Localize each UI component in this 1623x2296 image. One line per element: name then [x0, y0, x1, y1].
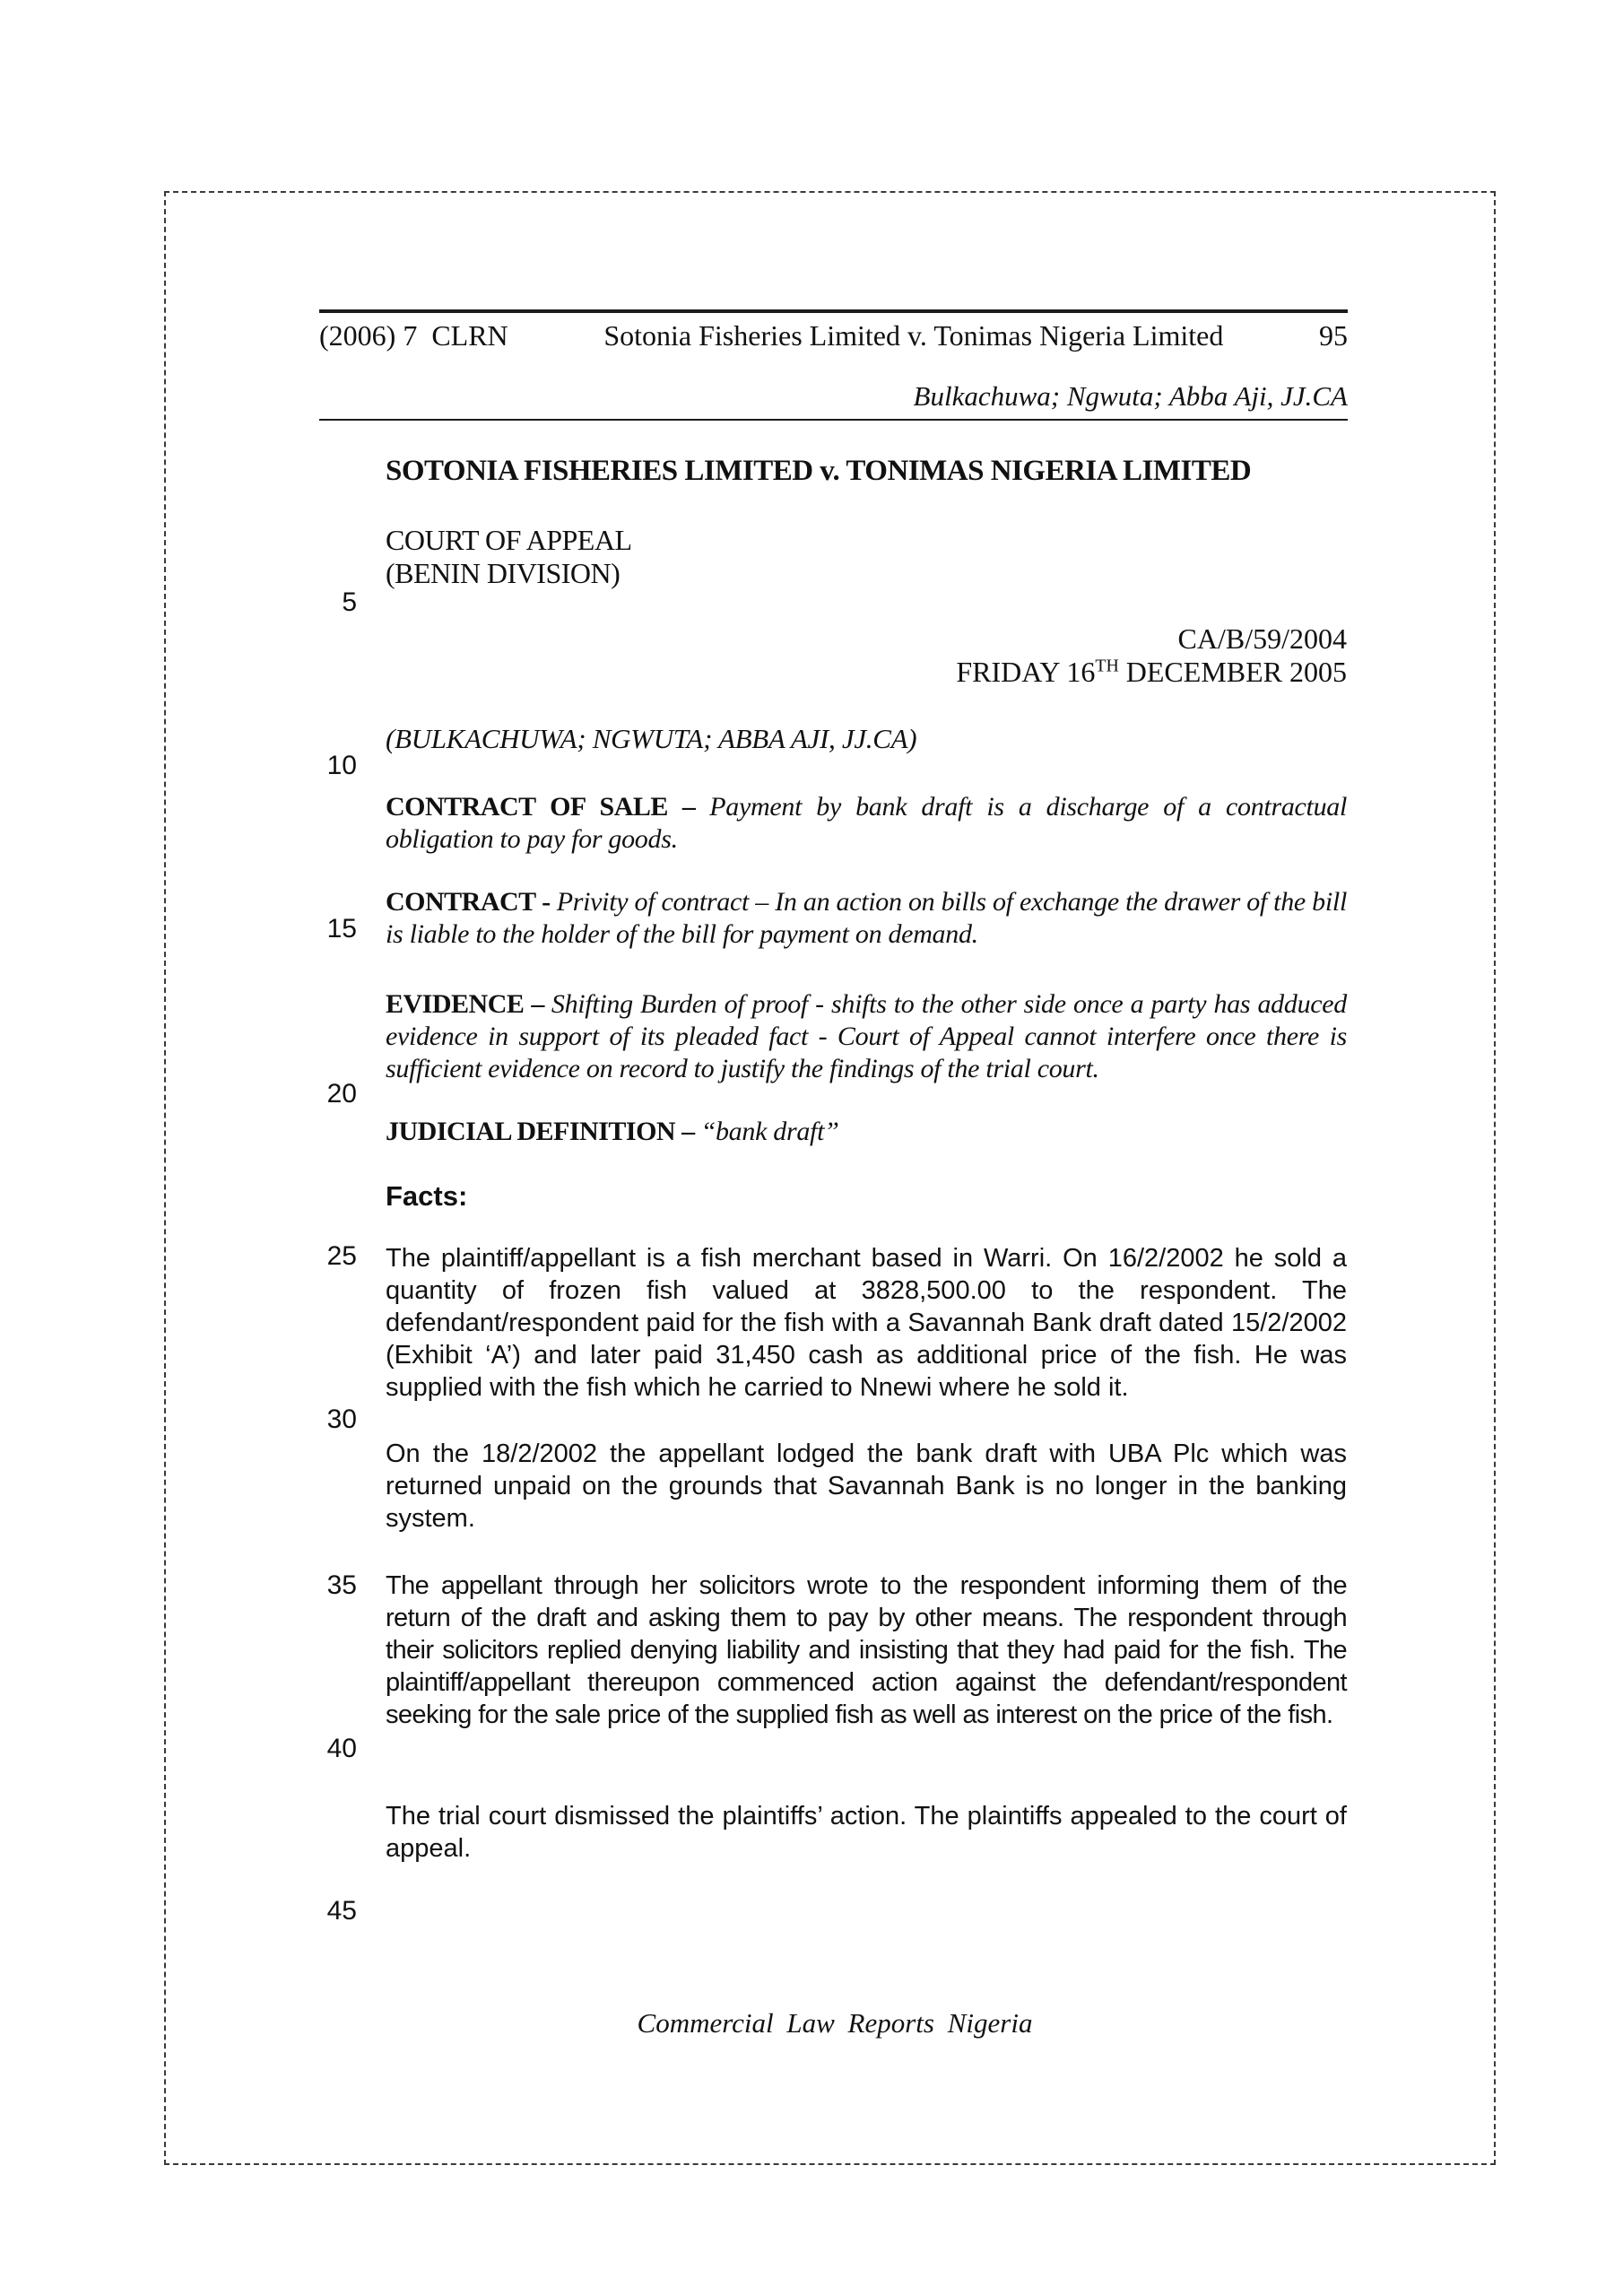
report-citation: (2006) 7 CLRN — [319, 319, 508, 352]
catchword-contract-of-sale — [386, 791, 1347, 856]
running-header — [319, 319, 1348, 352]
line-number: 25 — [326, 1241, 357, 1271]
catchword-separator: – — [675, 1117, 701, 1146]
catchword-text: Payment by bank draft is a discharge of a contractual obligation to pay for goods. — [386, 792, 1348, 854]
hearing-date — [386, 656, 1347, 689]
running-head-judges: Bulkachuwa; Ngwuta; Abba Aji, JJ.CA — [913, 380, 1348, 412]
report-footer: Commercial Law Reports Nigeria — [637, 2007, 1033, 2039]
facts-paragraph: The appellant through her solicitors wrote to the respondent informing them of the return of the draft and asking them to pay by other means. The respondent through their solicitors replied denying liability and insisting that they had paid for the fish. The plaintiff/appellant thereupon commenced action against the defendant/respondent seeking for the sale price of the supplied fish as well as interest on the price of the fish. — [386, 1571, 1347, 1729]
line-number: 35 — [326, 1570, 357, 1600]
case-title: SOTONIA FISHERIES LIMITED v. TONIMAS NIGERIA LIMITED — [386, 455, 1252, 487]
hearing-date-ordinal: TH — [1095, 656, 1119, 676]
line-number: 45 — [326, 1896, 357, 1926]
line-number: 20 — [326, 1079, 357, 1109]
facts-heading: Facts: — [386, 1180, 468, 1212]
hearing-date-prefix: FRIDAY 16 — [956, 656, 1096, 688]
court-name: COURT OF APPEAL — [386, 524, 632, 556]
catchword-judicial-definition — [386, 1116, 1347, 1148]
coram-line: (BULKACHUWA; NGWUTA; ABBA AJI, JJ.CA) — [386, 723, 917, 754]
catchword-separator: - — [535, 887, 557, 917]
catchword-evidence — [386, 988, 1347, 1085]
catchword-separator: – — [667, 792, 710, 822]
header-rule-top — [319, 309, 1348, 313]
catchword-text: “bank draft” — [700, 1117, 839, 1146]
header-rule-bottom — [319, 419, 1348, 421]
court-division: (BENIN DIVISION) — [386, 557, 621, 589]
running-head-case-name: Sotonia Fisheries Limited v. Tonimas Nigeria Limited — [603, 319, 1224, 352]
facts-paragraph: The plaintiff/appellant is a fish merchant based in Warri. On 16/2/2002 he sold a quantity of frozen fish valued at 3828,500.00 to the respondent. The defendant/respondent paid for the fish with a Savannah Bank draft dated 15/2/2002 (Exhibit ‘A’) and later paid 31,450 cash as additional price of the fish. He was supplied with the fish which he carried to Nnewi where he sold it. — [386, 1244, 1347, 1402]
facts-paragraph: The trial court dismissed the plaintiffs’ action. The plaintiffs appealed to the court of appeal. — [386, 1802, 1347, 1863]
line-number: 5 — [342, 587, 357, 617]
catchword-label: EVIDENCE — [386, 989, 525, 1019]
line-number: 10 — [326, 751, 357, 780]
facts-paragraph: On the 18/2/2002 the appellant lodged the bank draft with UBA Plc which was returned unpaid on the grounds that Savannah Bank is no longer in the banking system. — [386, 1439, 1347, 1533]
line-number: 15 — [326, 914, 357, 944]
catchword-contract — [386, 886, 1347, 951]
line-number: 40 — [326, 1734, 357, 1763]
line-number: 30 — [326, 1405, 357, 1434]
catchword-separator: – — [524, 989, 551, 1019]
catchword-text: Shifting Burden of proof - shifts to the other side once a party has adduced evidence in support of its pleaded fact - Court of Appeal cannot interfere once there is sufficient evidence on record to justify the findings of the trial court. — [386, 989, 1348, 1083]
catchword-label: CONTRACT — [386, 887, 536, 917]
page-number: 95 — [1319, 319, 1348, 352]
hearing-date-suffix: DECEMBER 2005 — [1118, 656, 1347, 688]
case-number: CA/B/59/2004 — [1177, 622, 1347, 655]
catchword-text: Privity of contract – In an action on bills of exchange the drawer of the bill is liable to the holder of the bill for payment on demand. — [386, 887, 1347, 949]
catchword-label: CONTRACT OF SALE — [386, 792, 668, 822]
catchword-label: JUDICIAL DEFINITION — [386, 1117, 676, 1146]
